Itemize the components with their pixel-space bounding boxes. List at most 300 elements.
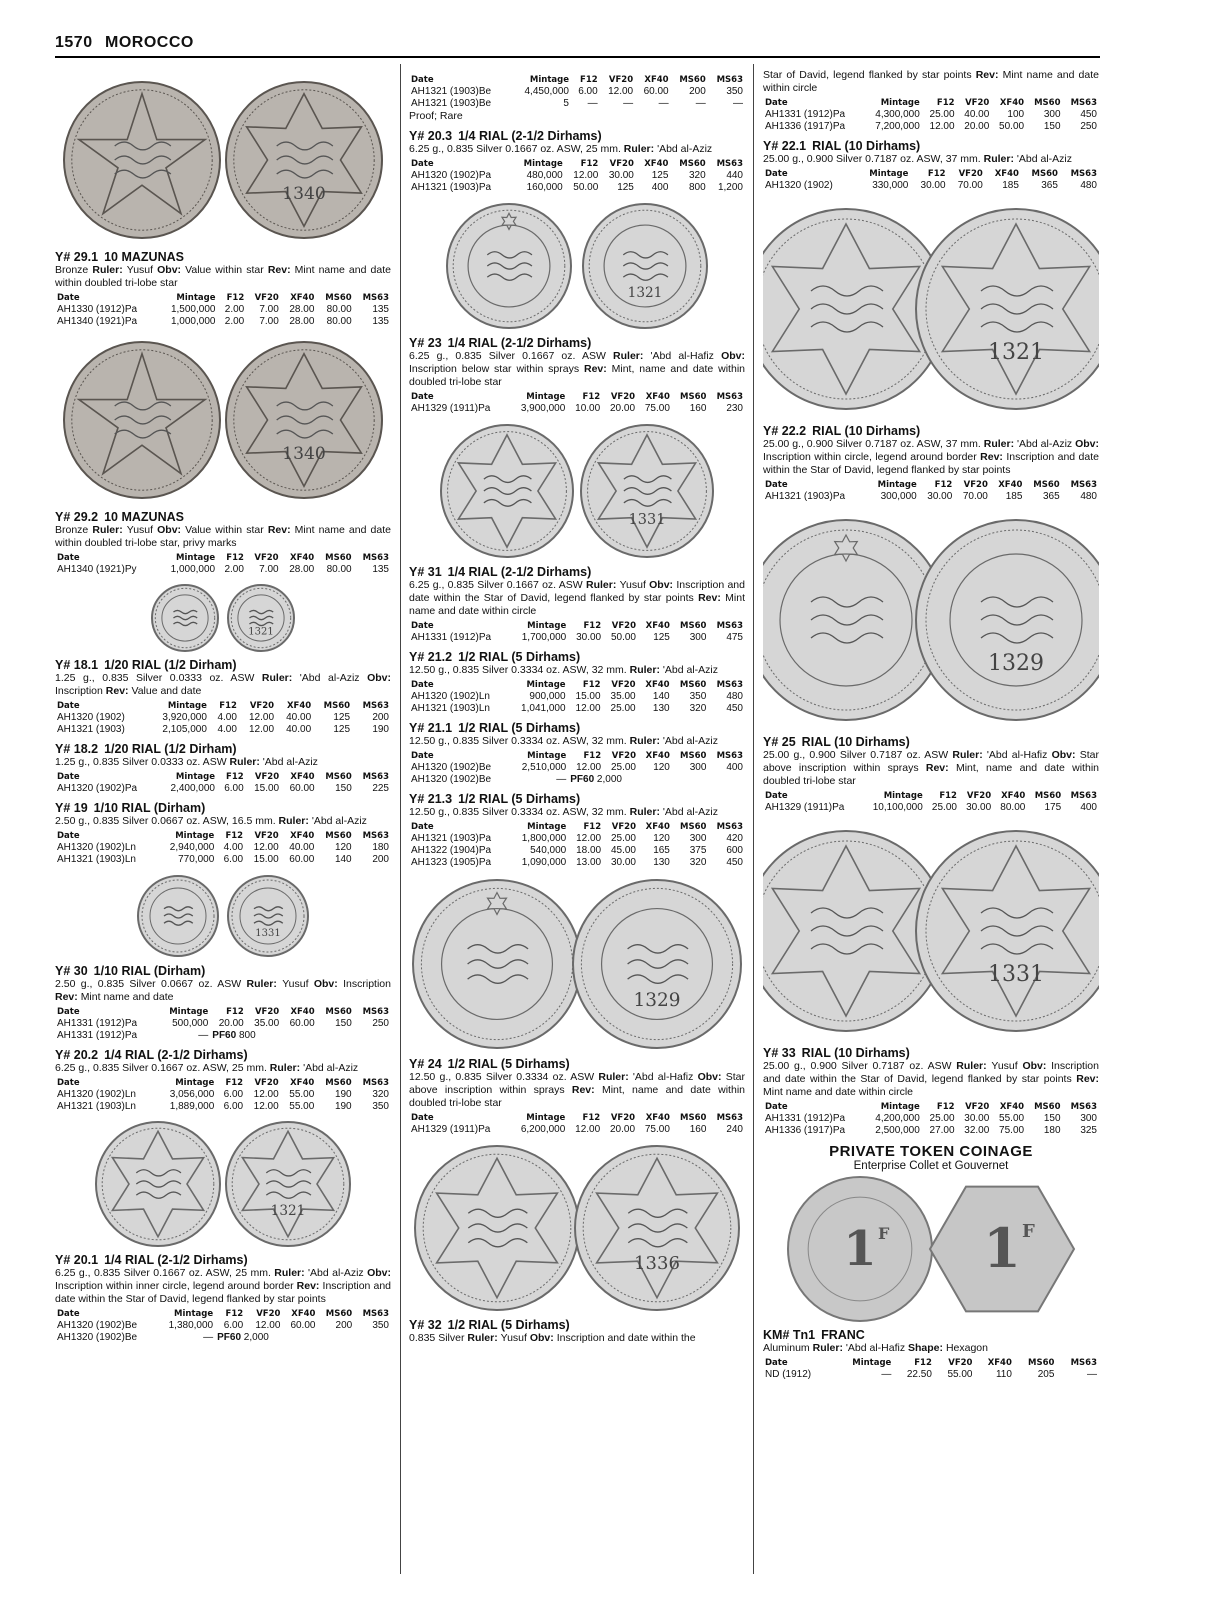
field-text: Bronze <box>55 524 93 536</box>
proof-value: 2,000 <box>241 1332 269 1343</box>
coin-obverse <box>447 204 571 328</box>
coin-image <box>763 509 1099 731</box>
coin-reverse <box>226 342 382 498</box>
mintage-table <box>409 620 745 644</box>
table-cell: 2,105,000 <box>162 724 207 735</box>
column-header: Mintage <box>852 1358 892 1368</box>
catalog-entry <box>55 1253 391 1344</box>
field-text: 'Abd al-Hafiz <box>650 350 722 362</box>
field-label: Rev: <box>698 592 726 604</box>
field-text: Value and date <box>131 685 202 697</box>
column-header: F12 <box>226 772 244 782</box>
table-cell: 4.00 <box>217 712 237 723</box>
table-row <box>409 691 745 703</box>
catalog-number: Y# 29.2 <box>55 510 99 524</box>
coin-date: 1321 <box>988 340 1044 365</box>
table-row <box>409 833 745 845</box>
mintage-table <box>55 552 391 576</box>
coin-date: 1331 <box>988 962 1044 987</box>
table-cell: 300 <box>1080 1113 1097 1124</box>
mintage-table <box>55 1077 391 1113</box>
column-header: MS63 <box>716 159 743 169</box>
column-header: Mintage <box>527 822 567 832</box>
column-header: Mintage <box>880 98 920 108</box>
coin-reverse <box>226 1122 350 1246</box>
table-cell: 300 <box>689 833 707 844</box>
table-row <box>55 1320 391 1332</box>
table-cell: AH1321 (1903)Ln <box>57 854 136 865</box>
column-header: Date <box>765 1358 788 1368</box>
entry-description <box>55 1267 391 1306</box>
table-note: Proof; Rare <box>409 110 463 122</box>
field-label: Obv: <box>1051 749 1080 761</box>
table-cell: AH1320 (1902)Pa <box>411 170 492 181</box>
table-row <box>55 1089 391 1101</box>
table-cell: 28.00 <box>289 304 315 315</box>
table-cell: 50.00 <box>999 121 1025 132</box>
table-cell: 1,000,000 <box>170 316 216 327</box>
coin-reverse <box>916 520 1099 720</box>
country-title: MOROCCO <box>105 34 194 51</box>
table-cell: 12.00 <box>608 86 634 97</box>
coin-photo <box>55 74 391 246</box>
denomination-title: 1/2 RIAL (5 Dirhams) <box>447 1057 570 1071</box>
table-cell: 55.00 <box>947 1369 973 1380</box>
column-header: Date <box>411 621 434 631</box>
coin-image <box>763 820 1099 1042</box>
page-header <box>55 34 1100 58</box>
entry-description <box>409 579 745 618</box>
table-cell: AH1331 (1912)Pa <box>57 1018 138 1029</box>
column-header: Date <box>765 1102 788 1112</box>
table-row <box>55 1332 391 1344</box>
table-cell: 125 <box>651 170 669 181</box>
table-header-row <box>55 830 391 842</box>
column-header: MS63 <box>716 621 743 631</box>
column-header: VF20 <box>254 553 279 563</box>
field-label: Ruler: <box>585 579 620 591</box>
table-cell: AH1321 (1903)Ln <box>57 1101 136 1112</box>
table-header-row <box>409 158 745 170</box>
mintage-table <box>55 700 391 736</box>
table-cell: AH1329 (1911)Pa <box>411 403 491 414</box>
column-header: F12 <box>225 1309 244 1319</box>
mintage-table <box>55 1006 391 1042</box>
field-text: 'Abd al-Hafiz <box>986 749 1052 761</box>
denomination-title: FRANC <box>821 1328 865 1342</box>
table-cell: 7,200,000 <box>875 121 920 132</box>
table-cell: 40.00 <box>286 712 312 723</box>
table-cell: 3,056,000 <box>169 1089 215 1100</box>
field-text: 'Abd al-Aziz <box>1017 438 1076 450</box>
field-label: Obv: <box>313 978 344 990</box>
table-cell: 25.00 <box>929 1113 955 1124</box>
field-label: Rev: <box>583 363 612 375</box>
table-cell: 130 <box>652 703 670 714</box>
column-header: VF20 <box>249 701 275 711</box>
field-label: Rev: <box>267 524 295 536</box>
table-cell <box>638 774 672 786</box>
field-label: Ruler: <box>261 672 300 684</box>
coin-photo <box>409 875 745 1053</box>
field-label: Rev: <box>980 451 1007 463</box>
column-header: F12 <box>219 701 237 711</box>
table-cell: 125 <box>617 182 634 193</box>
table-header-row <box>55 552 391 564</box>
catalog-entry <box>55 964 391 1042</box>
catalog-number: Y# 19 <box>55 801 88 815</box>
proof-grade: PF60 <box>212 1030 237 1041</box>
column-header: MS63 <box>716 1113 743 1123</box>
column-header: Date <box>57 831 80 841</box>
section-heading <box>763 1143 1099 1172</box>
column-header: XF40 <box>987 1358 1012 1368</box>
table-cell: 175 <box>1044 802 1062 813</box>
column-header: MS63 <box>1070 1102 1097 1112</box>
column-header: F12 <box>226 553 244 563</box>
field-label: Obv: <box>721 350 745 362</box>
table-cell: 12.00 <box>255 1320 281 1331</box>
table-cell: 135 <box>372 304 389 315</box>
section-subtitle: Enterprise Collet et Gouvernet <box>853 1160 1009 1172</box>
catalog-entry <box>409 650 745 715</box>
column-header: VF20 <box>610 1113 636 1123</box>
table-cell: 2,510,000 <box>521 762 567 773</box>
table-cell: 12.00 <box>576 833 602 844</box>
table-cell: 540,000 <box>530 845 567 856</box>
table-row <box>55 854 391 866</box>
table-cell: 350 <box>372 1101 389 1112</box>
entry-heading <box>763 1046 1099 1060</box>
table-cell: 25.00 <box>610 833 636 844</box>
table-header-row <box>55 1006 391 1018</box>
table-cell: 1,200 <box>717 182 743 193</box>
field-text: 25.00 g., 0.900 Silver 0.7187 oz. ASW <box>763 749 953 761</box>
catalog-number: Y# 24 <box>409 1057 442 1071</box>
table-cell: 28.00 <box>289 564 315 575</box>
entry-description <box>409 143 745 156</box>
table-cell: 480,000 <box>526 170 563 181</box>
table-cell: 250 <box>372 1018 389 1029</box>
column-header: XF40 <box>998 480 1023 490</box>
table-cell: 20.00 <box>610 1124 636 1135</box>
column-header: MS60 <box>325 772 352 782</box>
column-header: Mintage <box>175 1078 215 1088</box>
field-text: Mint, name and date within doubled tri-lobe star <box>763 762 1099 787</box>
denomination-title: 10 MAZUNAS <box>104 510 184 524</box>
table-row <box>409 857 745 869</box>
table-cell: 30.00 <box>927 491 953 502</box>
field-text: Inscription and date within the Star of David, legend flanked by star points <box>763 1060 1099 1085</box>
table-row <box>55 304 391 316</box>
table-cell: 365 <box>1043 491 1060 502</box>
column-header: Date <box>411 392 434 402</box>
column-header: Mintage <box>883 791 923 801</box>
table-cell: 450 <box>1080 109 1097 120</box>
table-cell: AH1323 (1905)Pa <box>411 857 492 868</box>
table-cell: 200 <box>335 1320 353 1331</box>
table-cell: 27.00 <box>929 1125 955 1136</box>
column-header: MS60 <box>680 751 707 761</box>
table-cell <box>708 774 745 786</box>
field-text: 'Abd al-Aziz <box>262 756 318 768</box>
table-cell: 800 <box>689 182 706 193</box>
field-label: Obv: <box>367 672 391 684</box>
coin-photo <box>763 820 1099 1042</box>
denomination-title: RIAL (10 Dirhams) <box>801 1046 910 1060</box>
field-label: Obv: <box>649 579 677 591</box>
column-header: XF40 <box>645 1113 670 1123</box>
table-cell: — <box>198 1030 209 1041</box>
column-header: F12 <box>583 751 602 761</box>
column-header: MS63 <box>362 1007 389 1017</box>
table-cell: 45.00 <box>610 845 636 856</box>
table-cell: 770,000 <box>178 854 215 865</box>
table-cell: 40.00 <box>289 842 315 853</box>
field-label: Rev: <box>571 1084 602 1096</box>
table-cell: 165 <box>653 845 670 856</box>
table-cell: 30.00 <box>576 632 602 643</box>
column-right <box>763 69 1099 1387</box>
column-header: F12 <box>936 98 955 108</box>
field-text: Inscription <box>343 978 391 990</box>
table-cell: 120 <box>653 833 670 844</box>
field-text: Mint name and date within circle <box>763 69 1099 94</box>
table-cell: AH1331 (1912)Pa <box>57 1030 138 1041</box>
coin-reverse <box>226 82 382 238</box>
table-row <box>409 774 745 786</box>
table-cell: 55.00 <box>999 1113 1025 1124</box>
table-header-row <box>763 168 1099 180</box>
table-row <box>55 1101 391 1113</box>
entry-heading <box>55 964 391 978</box>
field-label: Obv: <box>367 1267 391 1279</box>
table-cell: 185 <box>1002 180 1019 191</box>
table-cell <box>672 774 709 786</box>
table-cell: 5 <box>563 98 569 109</box>
table-cell: 6.00 <box>223 854 244 865</box>
column-header: MS60 <box>323 701 351 711</box>
catalog-entry <box>763 139 1099 192</box>
column-header: MS60 <box>680 392 707 402</box>
field-text: 2.50 g., 0.835 Silver 0.0667 oz. ASW <box>55 978 247 990</box>
table-cell: 480 <box>726 691 743 702</box>
table-row <box>55 564 391 576</box>
table-cell: 60.00 <box>289 783 315 794</box>
table-cell: 130 <box>653 857 670 868</box>
table-header-row <box>409 1112 745 1124</box>
table-cell: 300,000 <box>880 491 917 502</box>
table-cell: 12.00 <box>249 724 275 735</box>
table-cell: 6.00 <box>223 1101 244 1112</box>
table-cell: AH1336 (1917)Pa <box>765 1125 846 1136</box>
table-cell: 6,200,000 <box>520 1124 566 1135</box>
column-header: Mintage <box>174 1309 214 1319</box>
denomination-title: 1/10 RIAL (Dirham) <box>93 801 206 815</box>
column-header: VF20 <box>254 1007 280 1017</box>
table-row <box>763 109 1099 121</box>
entry-heading <box>55 1048 391 1062</box>
field-label: Rev: <box>55 991 81 1003</box>
field-text: Star above inscription within sprays <box>409 1071 745 1096</box>
table-cell <box>210 1030 281 1042</box>
column-header: Mintage <box>167 701 207 711</box>
table-cell: AH1320 (1902)Ln <box>411 691 490 702</box>
column-header: MS63 <box>716 392 743 402</box>
table-cell <box>215 1332 282 1344</box>
table-cell: 475 <box>726 632 743 643</box>
coin-photo <box>763 198 1099 420</box>
denomination-title: 1/4 RIAL (2-1/2 Dirhams) <box>447 336 592 350</box>
field-label: Ruler: <box>92 264 127 276</box>
table-cell: AH1321 (1903)Pa <box>411 833 492 844</box>
table-row <box>409 1124 745 1136</box>
field-text: Hexagon <box>945 1342 988 1354</box>
table-cell: AH1320 (1902)Ln <box>57 1089 136 1100</box>
table-row <box>55 316 391 328</box>
table-cell <box>317 1030 354 1042</box>
catalog-entry <box>409 336 745 415</box>
field-text: Yusuf <box>126 264 158 276</box>
table-cell: 12.00 <box>253 1089 279 1100</box>
mintage-table <box>409 1112 745 1136</box>
table-cell: 28.00 <box>289 316 315 327</box>
coin-date: 1331 <box>628 512 666 528</box>
column-header: MS60 <box>679 159 706 169</box>
field-label: Ruler: <box>92 524 127 536</box>
coin-image <box>409 421 745 561</box>
entry-heading <box>55 250 391 264</box>
column-header: MS60 <box>325 553 352 563</box>
table-row <box>55 724 391 736</box>
column-header: Date <box>57 1078 80 1088</box>
coin-image <box>55 74 391 246</box>
entry-heading <box>55 742 391 756</box>
mintage-table <box>55 830 391 866</box>
column-header: Mintage <box>869 169 909 179</box>
field-text: Inscription and date within the Star of David, legend flanked by star points <box>409 579 745 604</box>
entry-heading <box>763 1328 1099 1342</box>
field-label: Rev: <box>105 685 132 697</box>
table-cell: 180 <box>372 842 389 853</box>
column-header: MS63 <box>1070 480 1097 490</box>
field-text: 'Abd al-Aziz <box>1016 153 1073 165</box>
column-header: XF40 <box>290 1007 315 1017</box>
column-header: XF40 <box>645 680 670 690</box>
mintage-table <box>409 74 745 110</box>
table-cell: 70.00 <box>962 491 988 502</box>
table-cell: AH1320 (1902)Ln <box>57 842 136 853</box>
table-row <box>409 86 745 98</box>
mintage-table <box>763 97 1099 133</box>
table-row <box>55 842 391 854</box>
coin-photo <box>55 872 391 960</box>
catalog-number: Y# 22.2 <box>763 424 807 438</box>
table-header-row <box>409 750 745 762</box>
catalog-entry <box>55 1048 391 1113</box>
table-cell: 480 <box>1080 491 1097 502</box>
coin-photo <box>55 334 391 506</box>
table-cell: 190 <box>334 1101 352 1112</box>
column-header: Date <box>57 772 80 782</box>
table-cell: 60.00 <box>289 1018 315 1029</box>
catalog-entry <box>409 129 745 194</box>
table-cell: AH1331 (1912)Pa <box>765 1113 846 1124</box>
table-row <box>409 98 745 110</box>
table-cell: 13.00 <box>576 857 602 868</box>
table-cell: 1,000,000 <box>170 564 216 575</box>
table-cell: 4,450,000 <box>524 86 569 97</box>
coin-photo <box>409 200 745 332</box>
mintage-table <box>763 168 1099 192</box>
table-header-row <box>409 620 745 632</box>
table-row <box>763 1125 1099 1137</box>
column-header: Date <box>411 159 434 169</box>
field-label: Rev: <box>1076 1073 1099 1085</box>
column-header: VF20 <box>611 822 636 832</box>
coin-date: 1340 <box>282 444 326 464</box>
table-cell: 15.00 <box>254 783 280 794</box>
field-text: 2.50 g., 0.835 Silver 0.0667 oz. ASW, 16.5 mm. <box>55 815 279 827</box>
coin-reverse <box>575 1146 739 1310</box>
table-cell: 500,000 <box>172 1018 209 1029</box>
column-header: Mintage <box>523 159 563 169</box>
table-header-row <box>55 1308 391 1320</box>
column-header: F12 <box>226 1007 244 1017</box>
table-header-row <box>763 97 1099 109</box>
field-label: Rev: <box>975 69 1003 81</box>
table-cell: 55.00 <box>289 1089 315 1100</box>
table-cell: 80.00 <box>326 316 352 327</box>
table-cell: AH1321 (1903)Be <box>411 86 492 97</box>
table-cell: AH1321 (1903)Pa <box>765 491 846 502</box>
field-text: Yusuf <box>619 579 650 591</box>
table-cell: AH1320 (1902)Be <box>57 1332 138 1343</box>
denomination-title: 1/4 RIAL (2-1/2 Dirhams) <box>104 1048 248 1062</box>
table-cell: 12.00 <box>249 712 275 723</box>
column-header: XF40 <box>1001 791 1026 801</box>
table-cell: 205 <box>1037 1369 1055 1380</box>
table-cell: 12.00 <box>253 842 279 853</box>
coin-photo <box>55 582 391 654</box>
column-header: Mintage <box>175 831 215 841</box>
field-text: 12.50 g., 0.835 Silver 0.3334 oz. ASW, 32 mm. <box>409 806 630 818</box>
column-header: XF40 <box>290 772 315 782</box>
table-cell: 150 <box>335 783 352 794</box>
column-header: XF40 <box>290 831 315 841</box>
column-header: MS63 <box>362 831 389 841</box>
field-text: 6.25 g., 0.835 Silver 0.1667 oz. ASW, 25 mm. <box>55 1267 275 1279</box>
column-header: Mintage <box>176 293 216 303</box>
denomination-title: 1/2 RIAL (5 Dirhams) <box>458 792 581 806</box>
catalog-entry <box>55 658 391 736</box>
entry-description <box>55 1062 391 1075</box>
entry-description <box>763 1060 1099 1099</box>
field-label: Ruler: <box>246 978 283 990</box>
column-header: MS60 <box>1033 480 1060 490</box>
entry-description <box>409 350 745 389</box>
column-header: MS63 <box>716 751 743 761</box>
mintage-table <box>763 1357 1099 1381</box>
table-row <box>409 182 745 194</box>
coin-reverse <box>581 425 713 557</box>
table-cell: — <box>881 1369 892 1380</box>
table-cell: 12.00 <box>253 1101 279 1112</box>
column-header: MS63 <box>716 680 743 690</box>
field-text: Mint name and date within circle <box>409 592 745 617</box>
field-text: Mint name and date within doubled tri-lobe star, privy marks <box>55 524 391 549</box>
table-cell: 250 <box>1080 121 1097 132</box>
